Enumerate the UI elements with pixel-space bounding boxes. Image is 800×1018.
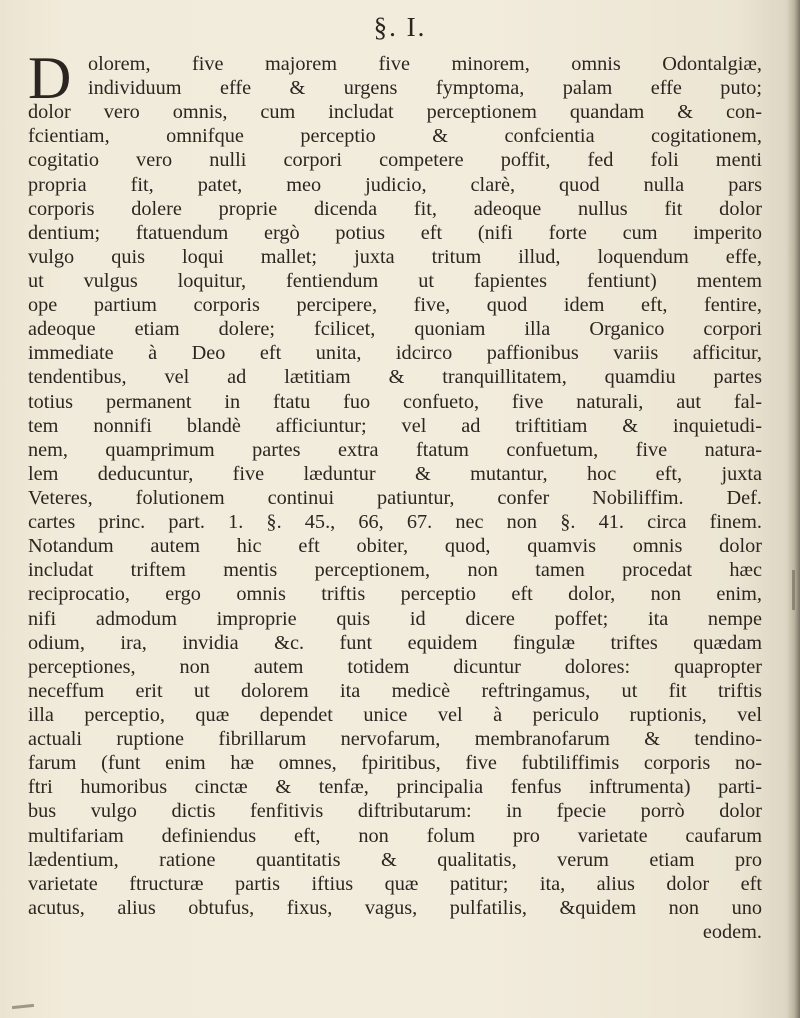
text-line: Notandum autem hic eft obiter, quod, quamvis omnis dolor [28, 535, 762, 558]
text-line: immediate à Deo eft unita, idcirco paffionibus variis afficitur, [28, 342, 762, 365]
text-line: illa perceptio, quæ dependet unice vel à periculo ruptionis, vel [28, 703, 762, 726]
text-line: individuum effe & urgens fymptoma, palam effe puto; [88, 77, 762, 100]
text-line: Veteres, folutionem continui patiuntur, confer Nobiliffim. Def. [28, 486, 762, 509]
text-line: tendentibus, vel ad lætitiam & tranquillitatem, quamdiu partes [28, 366, 762, 389]
text-line: farum (funt enim hæ omnes, fpiritibus, five fubtiliffimis corporis no- [28, 752, 762, 775]
text-line: perceptiones, non autem totidem dicuntur dolores: quapropter [28, 655, 762, 678]
text-line: acutus, alius obtufus, fixus, vagus, pulfatilis, &quidem non uno [28, 896, 762, 919]
text-line: nem, quamprimum partes extra ftatum confuetum, five natura- [28, 438, 762, 461]
text-line: propria fit, patet, meo judicio, clarè, quod nulla pars [28, 173, 762, 196]
text-line: olorem, five majorem five minorem, omnis Odontalgiæ, [88, 53, 762, 75]
section-heading: §. I. [373, 12, 427, 42]
drop-cap-initial: D [28, 45, 72, 111]
corner-mark [12, 1004, 34, 1009]
text-line: reciprocatio, ergo omnis triftis perceptio eft dolor, non enim, [28, 583, 762, 606]
text-line: bus vulgo dictis fenfitivis diftributarum: in fpecie porrò dolor [28, 800, 762, 823]
text-line: multifariam definiendus eft, non folum pro varietate caufarum [28, 824, 762, 847]
catchword: eodem. [702, 920, 762, 943]
text-line: corporis dolere proprie dicenda fit, adeoque nullus fit dolor [28, 197, 762, 220]
text-line: varietate ftructuræ partis iftius quæ patitur; ita, alius dolor eft [28, 872, 762, 895]
text-line: lem deducuntur, five læduntur & mutantur, hoc eft, juxta [28, 462, 762, 485]
text-line: includat triftem mentis perceptionem, non tamen procedat hæc [28, 559, 762, 582]
text-line: dentium; ftatuendum ergò potius eft (nifi forte cum imperito [28, 221, 762, 244]
text-line: adeoque etiam dolere; fcilicet, quoniam illa Organico corpori [28, 318, 762, 341]
text-line: odium, ira, invidia &c. funt equidem fingulæ triftes quædam [28, 631, 762, 654]
text-line: actuali ruptione fibrillarum nervofarum, membranofarum & tendino- [28, 728, 762, 751]
text-line: neceffum erit ut dolorem ita medicè reftringamus, ut fit triftis [28, 679, 762, 702]
text-line: cartes princ. part. 1. §. 45., 66, 67. nec non §. 41. circa finem. [28, 511, 762, 534]
text-line: ftri humoribus cinctæ & tenfæ, principalia fenfus inftrumenta) parti- [28, 776, 762, 799]
text-line: tem nonnifi blandè afficiuntur; vel ad triftitiam & inquietudi- [28, 414, 762, 437]
page-edge-shadow [786, 0, 800, 1018]
text-line: totius permanent in ftatu fuo confueto, five naturali, aut fal- [28, 390, 762, 413]
text-line: ope partium corporis percipere, five, quod idem eft, fentire, [28, 294, 762, 317]
margin-mark [792, 570, 795, 610]
text-line: lædentium, ratione quantitatis & qualitatis, verum etiam pro [28, 848, 762, 871]
text-line: cogitatio vero nulli corpori competere poffit, fed foli menti [28, 149, 762, 172]
text-line: vulgo quis loqui mallet; juxta tritum illud, loquendum effe, [28, 245, 762, 268]
text-line: fcientiam, omnifque perceptio & confcientia cogitationem, [28, 125, 762, 148]
text-line: ut vulgus loquitur, fentiendum ut fapientes fentiunt) mentem [28, 269, 762, 292]
body-text [28, 45, 762, 944]
text-line: nifi admodum improprie quis id dicere poffet; ita nempe [28, 607, 762, 630]
text-line: dolor vero omnis, cum includat perceptionem quandam & con- [28, 101, 762, 124]
